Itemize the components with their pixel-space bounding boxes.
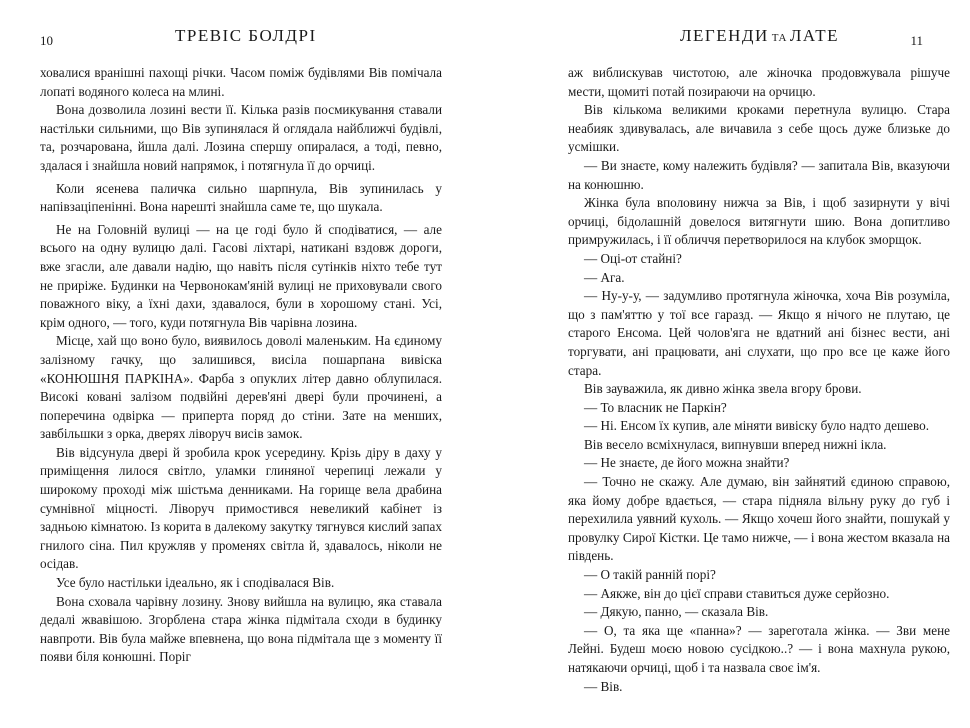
paragraph: Вів кількома великими кроками перетнула вулицю. Стара неабияк здивувалась, але вичавила з себе щось дуже близьке до усмішки.	[568, 102, 950, 155]
paragraph: Вів відсунула двері й зробила крок усередину. Крізь діру в даху у приміщення лилося світло, уламки глиняної черепиці лежали у широкому проході між шістьма денниками. На горище вела драбина сумнівної міцності. Ліворуч примостився невеликий кабінет із задньою кімнатою. Із корита в далекому закутку тягнувся кислий запах гнилого сіна. Пил кружляв у променях світла й, здавалось, ніколи не осідав.	[40, 444, 442, 572]
paragraph: — Аякже, він до цієї справи ставиться дуже серйозно.	[584, 585, 890, 601]
right-page	[485, 0, 970, 728]
paragraph: Вів зауважила, як дивно жінка звела вгору брови.	[584, 381, 862, 397]
page-number: 10	[40, 33, 53, 48]
page-number: 11	[910, 33, 923, 48]
paragraph: — Точно не скажу. Але думаю, він зайнятий єдиною справою, яка йому добре вдається, — стара підняла вільну руку до губ і перехилила уявний кухоль. — Якщо хочеш його знайти, пошукай у провулку Сирої Кістки. Це тамо нижче, — і вона жестом вказала на південь.	[568, 474, 950, 564]
paragraph: — Ви знаєте, кому належить будівля? — запитала Вів, вказуючи на конюшню.	[568, 157, 950, 192]
paragraph: — О такій ранній порі?	[584, 567, 716, 583]
paragraph: Вона сховала чарівну лозину. Знову вийшла на вулицю, яка ставала дедалі жвавішою. Згорблена стара жінка підмітала сходи в будинку навпроти. Вів була майже впевнена, що вона підмітала ще з моменту її появи біля конюшні. Поріг	[40, 593, 442, 665]
paragraph: — Дякую, панно, — сказала Вів.	[584, 604, 769, 620]
paragraph: Не на Головній вулиці — на це годі було й сподіватися, — але всього на одну вулицю далі. Гасові ліхтарі, натикані вздовж дороги, вже згасли, але давали надію, що навіть після сутінків ніхто тебе тут не приріже. Будинки на Червонокам'яній вулиці не приховували свого поважного віку, а їхні дахи, здавалося, були в хорошому стані. Усі, крім одного, — того, куди потягнула Вів чарівна лозина.	[40, 221, 442, 330]
paragraph: — Ну-у-у, — задумливо протягнула жіночка, хоча Вів розуміла, що з пам'яттю у тої все гаразд. — Якщо я нічого не плутаю, це старого Енсома. Цей чолов'яга не вдатний ані бізнес вести, ані торгувати, ані працювати, ані слухати, що про все це каже його стара.	[568, 288, 950, 378]
body-text	[40, 64, 442, 667]
running-head-author: ТРЕВІС БОЛДРІ	[175, 26, 317, 45]
paragraph: — Ні. Енсом їх купив, але міняти вивіску було надто дешево.	[584, 418, 929, 434]
paragraph: — Ага.	[584, 269, 625, 285]
paragraph: — Вів.	[584, 678, 623, 694]
paragraph: ховалися вранішні пахощі річки. Часом поміж будівлями Вів помічала лопаті водяного колеса на млині.	[40, 65, 442, 99]
paragraph: Коли ясенева паличка сильно шарпнула, Вів зупинилась у напівзаціпенінні. Вона нарешті знайшла саме те, що шукала.	[40, 180, 442, 215]
paragraph: аж виблискував чистотою, але жіночка продовжувала рішуче мести, щомиті потай позираючи на орчицю.	[568, 65, 950, 99]
paragraph: Усе було настільки ідеально, як і сподівалася Вів.	[56, 575, 335, 591]
paragraph: — О, та яка ще «панна»? — зареготала жінка. — Зви мене Лейні. Будеш моєю новою сусідкою..? — і вона махнула рукою, натякаючи орчиці, щоб і та назвала своє ім'я.	[568, 622, 950, 675]
paragraph: Жінка була вполовину нижча за Вів, і щоб зазирнути у вічі орчиці, бідолашній довелося витягнути шию. Вона допитливо примружилась, і її обличчя перетворилося на клубок зморщок.	[568, 195, 950, 248]
paragraph: Місце, хай що воно було, виявилось доволі маленьким. На єдиному залізному гачку, що залишився, висіла пошарпана вивіска «КОНЮШНЯ ПАРКІНА». Фарба з опуклих літер давно облупилася. Високі ковані залізом подвійні дерев'яні двері були прочинені, а поперечина одвірка — приперта поряд до стіни. Зате на менших, завбільшки з орка, дверях ліворуч висів замок.	[40, 333, 442, 442]
running-head-title	[680, 26, 839, 46]
paragraph: — Оці-от стайні?	[584, 250, 682, 266]
title-joiner: ТА	[771, 32, 787, 44]
body-text	[568, 64, 950, 696]
paragraph: — То власник не Паркін?	[584, 399, 727, 415]
paragraph: Вона дозволила лозині вести її. Кілька разів посмикування ставали настільки сильними, що Вів зупинялася й оглядала найближчі будівлі, та, розчарована, йшла далі. Лозина спершу опиралася, а тоді, певно, здалася і знайшла новий напрямок, і потягнула її до орчиці.	[40, 102, 442, 173]
paragraph: — Не знаєте, де його можна знайти?	[584, 455, 790, 471]
title-word: ЛЕГЕНДИ	[680, 26, 769, 45]
title-word: ЛАТЕ	[789, 26, 839, 45]
paragraph: Вів весело всміхнулася, випнувши вперед нижні ікла.	[584, 436, 887, 452]
